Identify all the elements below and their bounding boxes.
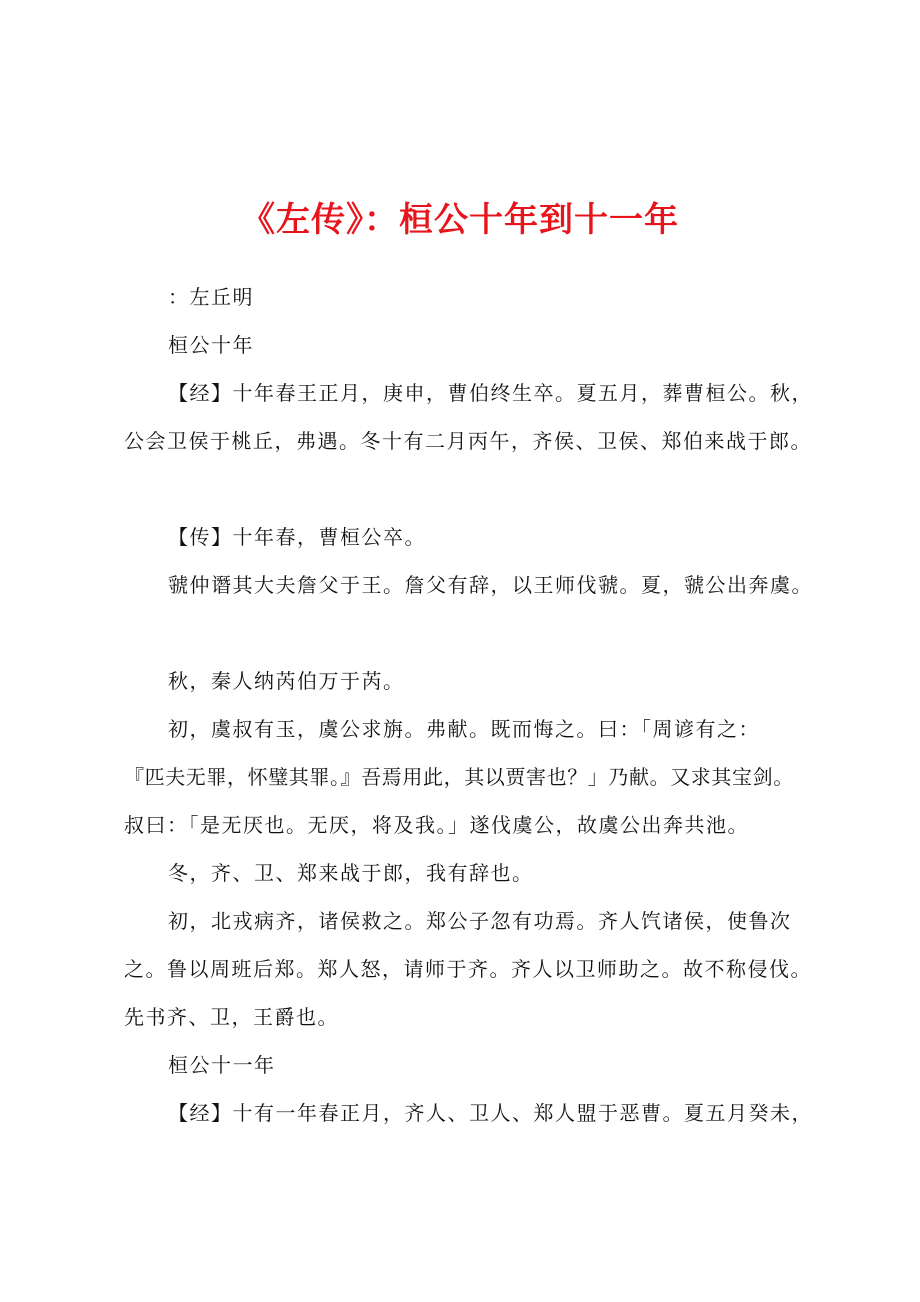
paragraph-line: 初，北戎病齐，诸侯救之。郑公子忽有功焉。齐人饩诸侯，使鲁次 bbox=[168, 909, 792, 933]
paragraph-line: 『匹夫无罪，怀璧其罪。』吾焉用此，其以贾害也？」乃献。又求其宝剑。 bbox=[124, 765, 794, 789]
section-heading: 桓公十年 bbox=[168, 333, 254, 357]
paragraph-line: 【经】十有一年春正月，齐人、卫人、郑人盟于恶曹。夏五月癸未， bbox=[168, 1101, 813, 1125]
paragraph-line: 冬，齐、卫、郑来战于郎，我有辞也。 bbox=[168, 861, 534, 885]
paragraph-line: 初，虞叔有玉，虞公求旃。弗献。既而悔之。曰：「周谚有之： bbox=[168, 717, 760, 741]
paragraph-line: 【经】十年春王正月，庚申，曹伯终生卒。夏五月，葬曹桓公。秋， bbox=[168, 381, 813, 405]
paragraph-line: 【传】十年春，曹桓公卒。 bbox=[168, 525, 426, 549]
paragraph-line: 叔曰：「是无厌也。无厌，将及我。」遂伐虞公，故虞公出奔共池。 bbox=[124, 813, 749, 837]
paragraph-line: 先书齐、卫，王爵也。 bbox=[124, 1005, 339, 1029]
paragraph-line: 秋，秦人纳芮伯万于芮。 bbox=[168, 669, 405, 693]
author-line: ：左丘明 bbox=[168, 285, 254, 309]
paragraph-line: 公会卫侯于桃丘，弗遇。冬十有二月丙午，齐侯、卫侯、郑伯来战于郎。 bbox=[124, 429, 812, 453]
paragraph-line: 之。鲁以周班后郑。郑人怒，请师于齐。齐人以卫师助之。故不称侵伐。 bbox=[124, 957, 812, 981]
document-title: 《左传》：桓公十年到十一年 bbox=[241, 200, 679, 240]
section-heading: 桓公十一年 bbox=[168, 1053, 276, 1077]
paragraph-line: 虢仲谮其大夫詹父于王。詹父有辞，以王师伐虢。夏，虢公出奔虞。 bbox=[168, 573, 813, 597]
